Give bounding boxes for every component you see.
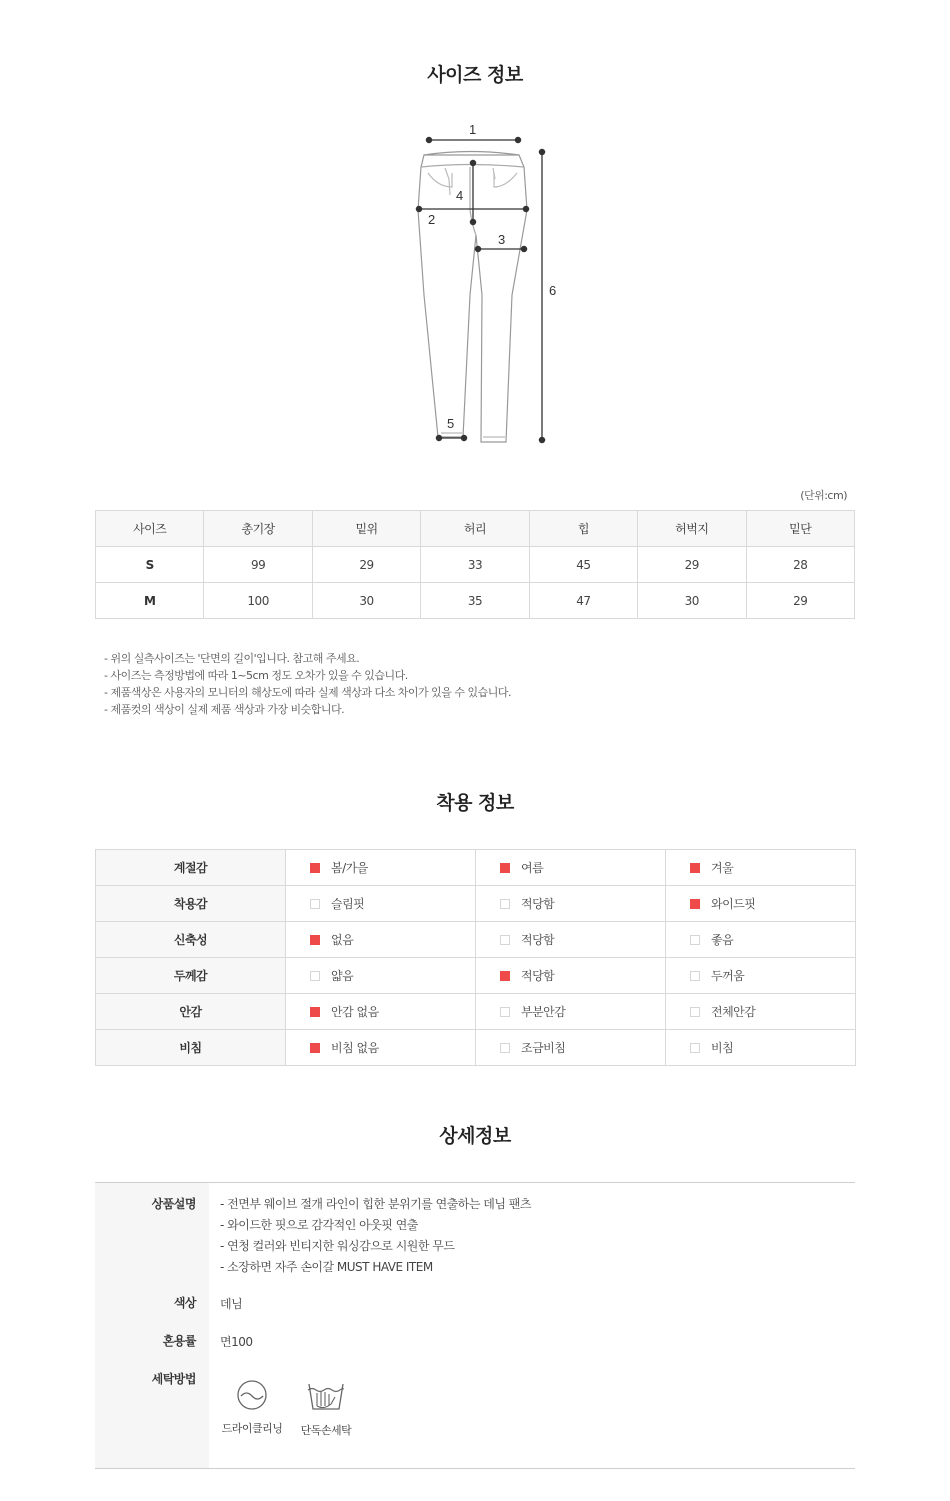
wash-method-label: 단독손세탁 [300, 1424, 352, 1437]
note-line: - 위의 실측사이즈는 '단면의 길이'입니다. 참고해 주세요. [104, 652, 360, 665]
size-section-title: 사이즈 정보 [427, 64, 523, 86]
fit-option-label: 얇음 [331, 969, 354, 983]
checkbox-icon [690, 935, 700, 945]
fit-section-title: 착용 정보 [436, 792, 514, 814]
wash-method-dry-clean [212, 1380, 292, 1436]
fit-option [476, 958, 666, 994]
table-cell: 45 [529, 547, 637, 583]
checkbox-icon [500, 971, 510, 981]
table-cell: 29 [746, 583, 854, 619]
table-row [96, 547, 855, 583]
fit-option [286, 994, 476, 1030]
size-notes [104, 650, 511, 718]
checkbox-icon [310, 1007, 320, 1017]
checkbox-icon [500, 899, 510, 909]
checkbox-icon [500, 1007, 510, 1017]
fit-option [666, 1030, 856, 1066]
wash-method-label: 드라이클리닝 [221, 1422, 283, 1435]
checkbox-icon [690, 971, 700, 981]
color-label: 색상 [173, 1296, 196, 1310]
description-line: - 와이드한 핏으로 감각적인 아웃핏 연출 [220, 1218, 418, 1232]
checkbox-icon [690, 863, 700, 873]
fit-option-label: 적당함 [521, 897, 555, 911]
table-row [96, 922, 856, 958]
checkbox-icon [690, 1007, 700, 1017]
column-header: 밑단 [746, 511, 854, 547]
description-label: 상품설명 [151, 1197, 196, 1211]
fit-option [286, 850, 476, 886]
fit-row-label: 두께감 [96, 958, 286, 994]
note-line: - 사이즈는 측정방법에 따라 1~5cm 정도 오차가 있을 수 있습니다. [104, 669, 408, 682]
fit-option [666, 850, 856, 886]
table-cell: 28 [746, 547, 854, 583]
dry-clean-icon [235, 1380, 269, 1410]
fit-option-label: 겨울 [711, 861, 734, 875]
diagram-label-6: 6 [549, 283, 557, 298]
checkbox-icon [310, 935, 320, 945]
fit-info-table [95, 849, 856, 1066]
checkbox-icon [690, 1043, 700, 1053]
fit-option-label: 없음 [331, 933, 354, 947]
checkbox-icon [310, 899, 320, 909]
fit-option-label: 적당함 [521, 969, 555, 983]
fit-option [666, 958, 856, 994]
table-cell: 29 [638, 547, 746, 583]
diagram-label-2: 2 [428, 212, 436, 227]
table-row [96, 1030, 856, 1066]
fit-option [286, 922, 476, 958]
fit-option-label: 여름 [521, 861, 544, 875]
fit-row-label: 신축성 [96, 922, 286, 958]
fit-option [286, 958, 476, 994]
table-cell: 30 [312, 583, 420, 619]
diagram-label-5: 5 [447, 416, 455, 431]
table-row [96, 958, 856, 994]
wash-method-hand-wash [286, 1380, 366, 1438]
detail-section-title: 상세정보 [439, 1125, 511, 1147]
table-cell: 33 [421, 547, 529, 583]
table-cell: 47 [529, 583, 637, 619]
checkbox-icon [310, 971, 320, 981]
fit-option [476, 886, 666, 922]
fit-option [476, 922, 666, 958]
note-line: - 제품색상은 사용자의 모니터의 해상도에 따라 실제 색상과 다소 차이가 있을 수 있습니다. [104, 686, 511, 699]
fit-option-label: 슬림핏 [331, 897, 365, 911]
fit-option-label: 비침 [711, 1041, 734, 1055]
fit-row-label: 안감 [96, 994, 286, 1030]
fit-option-label: 조금비침 [521, 1041, 566, 1055]
table-row [96, 850, 856, 886]
checkbox-icon [310, 1043, 320, 1053]
detail-info-box [95, 1182, 855, 1469]
fit-option-label: 안감 없음 [331, 1005, 379, 1019]
hand-wash-icon [306, 1380, 346, 1412]
fit-option-label: 비침 없음 [331, 1041, 379, 1055]
table-cell: 30 [638, 583, 746, 619]
diagram-label-4: 4 [456, 188, 464, 203]
fit-option-label: 부분안감 [521, 1005, 566, 1019]
table-cell: 99 [204, 547, 312, 583]
fit-option-label: 두꺼움 [711, 969, 745, 983]
column-header: 밑위 [312, 511, 420, 547]
fit-option [476, 1030, 666, 1066]
wash-label: 세탁방법 [151, 1372, 196, 1386]
material-label: 혼용률 [162, 1334, 196, 1348]
size-table-header [96, 511, 855, 547]
column-header: 허리 [421, 511, 529, 547]
column-header: 총기장 [204, 511, 312, 547]
detail-label-column [95, 1183, 209, 1468]
fit-option-label: 전체안감 [711, 1005, 756, 1019]
color-value: 데님 [220, 1297, 243, 1311]
diagram-label-1: 1 [469, 122, 477, 137]
fit-option [286, 886, 476, 922]
fit-option [286, 1030, 476, 1066]
checkbox-icon [690, 899, 700, 909]
diagram-label-3: 3 [498, 232, 506, 247]
fit-option [476, 850, 666, 886]
column-header: 사이즈 [96, 511, 204, 547]
pants-measurement-diagram [400, 115, 560, 450]
size-name: M [96, 583, 204, 619]
note-line: - 제품컷의 색상이 실제 제품 색상과 가장 비슷합니다. [104, 703, 345, 716]
table-row [96, 583, 855, 619]
table-cell: 100 [204, 583, 312, 619]
fit-row-label: 착용감 [96, 886, 286, 922]
fit-option-label: 적당함 [521, 933, 555, 947]
checkbox-icon [500, 1043, 510, 1053]
fit-option [666, 994, 856, 1030]
checkbox-icon [500, 863, 510, 873]
checkbox-icon [310, 863, 320, 873]
material-value: 면100 [220, 1335, 253, 1349]
column-header: 허벅지 [638, 511, 746, 547]
unit-label: (단위:cm) [800, 489, 847, 502]
column-header: 힙 [529, 511, 637, 547]
size-name: S [96, 547, 204, 583]
fit-option-label: 봄/가을 [331, 861, 368, 875]
description-line: - 소장하면 자주 손이갈 MUST HAVE ITEM [220, 1260, 433, 1274]
table-cell: 35 [421, 583, 529, 619]
fit-option [666, 922, 856, 958]
table-cell: 29 [312, 547, 420, 583]
fit-option [666, 886, 856, 922]
checkbox-icon [500, 935, 510, 945]
fit-option-label: 와이드핏 [711, 897, 756, 911]
fit-option [476, 994, 666, 1030]
table-row [96, 994, 856, 1030]
fit-option-label: 좋음 [711, 933, 734, 947]
size-table [95, 510, 855, 619]
table-row [96, 886, 856, 922]
description-text [220, 1195, 531, 1279]
description-line: - 연청 컬러와 빈티지한 워싱감으로 시원한 무드 [220, 1239, 455, 1253]
description-line: - 전면부 웨이브 절개 라인이 힙한 분위기를 연출하는 데님 팬츠 [220, 1197, 531, 1211]
fit-row-label: 비침 [96, 1030, 286, 1066]
fit-row-label: 계절감 [96, 850, 286, 886]
